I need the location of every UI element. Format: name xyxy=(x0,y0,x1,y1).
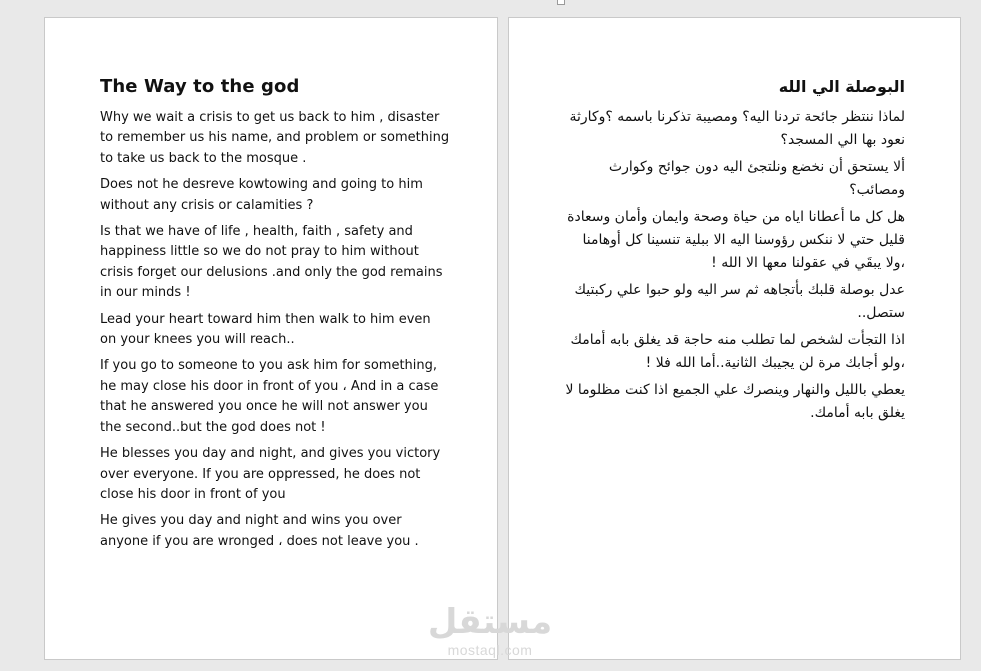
english-paragraph: Does not he desreve kowtowing and going to him without any crisis or calamities ? xyxy=(100,177,423,213)
page-divider-marker xyxy=(557,0,565,5)
english-paragraph: He blesses you day and night, and gives you victory over everyone. If you are oppressed, he does not close his door in front of you xyxy=(100,446,441,502)
arabic-content xyxy=(560,74,905,429)
watermark-url: mostaql.com xyxy=(447,642,533,658)
english-paragraph: He gives you day and night and wins you over anyone if you are wronged ، does not leave you . xyxy=(100,513,419,549)
english-paragraph: Why we wait a crisis to get us back to him , disaster to remember us his name, and problem or something to take us back to the mosque . xyxy=(100,110,450,166)
arabic-paragraph: عدل بوصلة قلبك بأتجاهه ثم سر اليه ولو حبوا علي ركبتيك ستصل.. xyxy=(574,282,905,321)
english-paragraph: Is that we have of life , health, faith , safety and happiness little so we do not pray to him without crisis forget our delusions .and only the god remains in our minds ! xyxy=(100,224,443,301)
arabic-title: البوصلة الي الله xyxy=(778,77,905,96)
english-title: The Way to the god xyxy=(100,76,300,97)
page-right[interactable] xyxy=(508,17,961,660)
english-paragraph: Lead your heart toward him then walk to him even on your knees you will reach.. xyxy=(100,311,431,348)
arabic-paragraph: هل كل ما أعطانا اياه من حياة وصحة وايمان وأمان وسعادة قليل حتي لا ننكس رؤوسنا اليه الا ببلية تنسينا كل أوهامنا ،ولا يبقَي في عقولنا معها الا الله ! xyxy=(567,209,905,271)
watermark-logo: مستقل xyxy=(427,602,553,642)
page-left[interactable] xyxy=(44,17,498,660)
english-paragraph: If you go to someone to you ask him for something, he may close his door in front of you ، And in a case that he answered you once he will not answer you the second..but the god does not ! xyxy=(100,358,439,435)
arabic-paragraph: يعطي بالليل والنهار وينصرك علي الجميع اذا كنت مظلوما لا يغلق بابه أمامك. xyxy=(565,382,905,421)
arabic-paragraph: ألا يستحق أن نخضع ونلتجئ اليه دون جوائح وكوارث ومصائب؟ xyxy=(608,159,905,198)
english-content xyxy=(100,74,450,558)
arabic-paragraph: لماذا ننتظر جائحة تردنا اليه؟ ومصيبة تذكرنا باسمه ؟وكارثة نعود بها الي المسجد؟ xyxy=(569,109,905,148)
arabic-paragraph: اذا التجأت لشخص لما تطلب منه حاجة قد يغلق بابه أمامك ،ولو أجابك مرة لن يجيبك الثانية..أما الله فلا ! xyxy=(570,332,905,371)
